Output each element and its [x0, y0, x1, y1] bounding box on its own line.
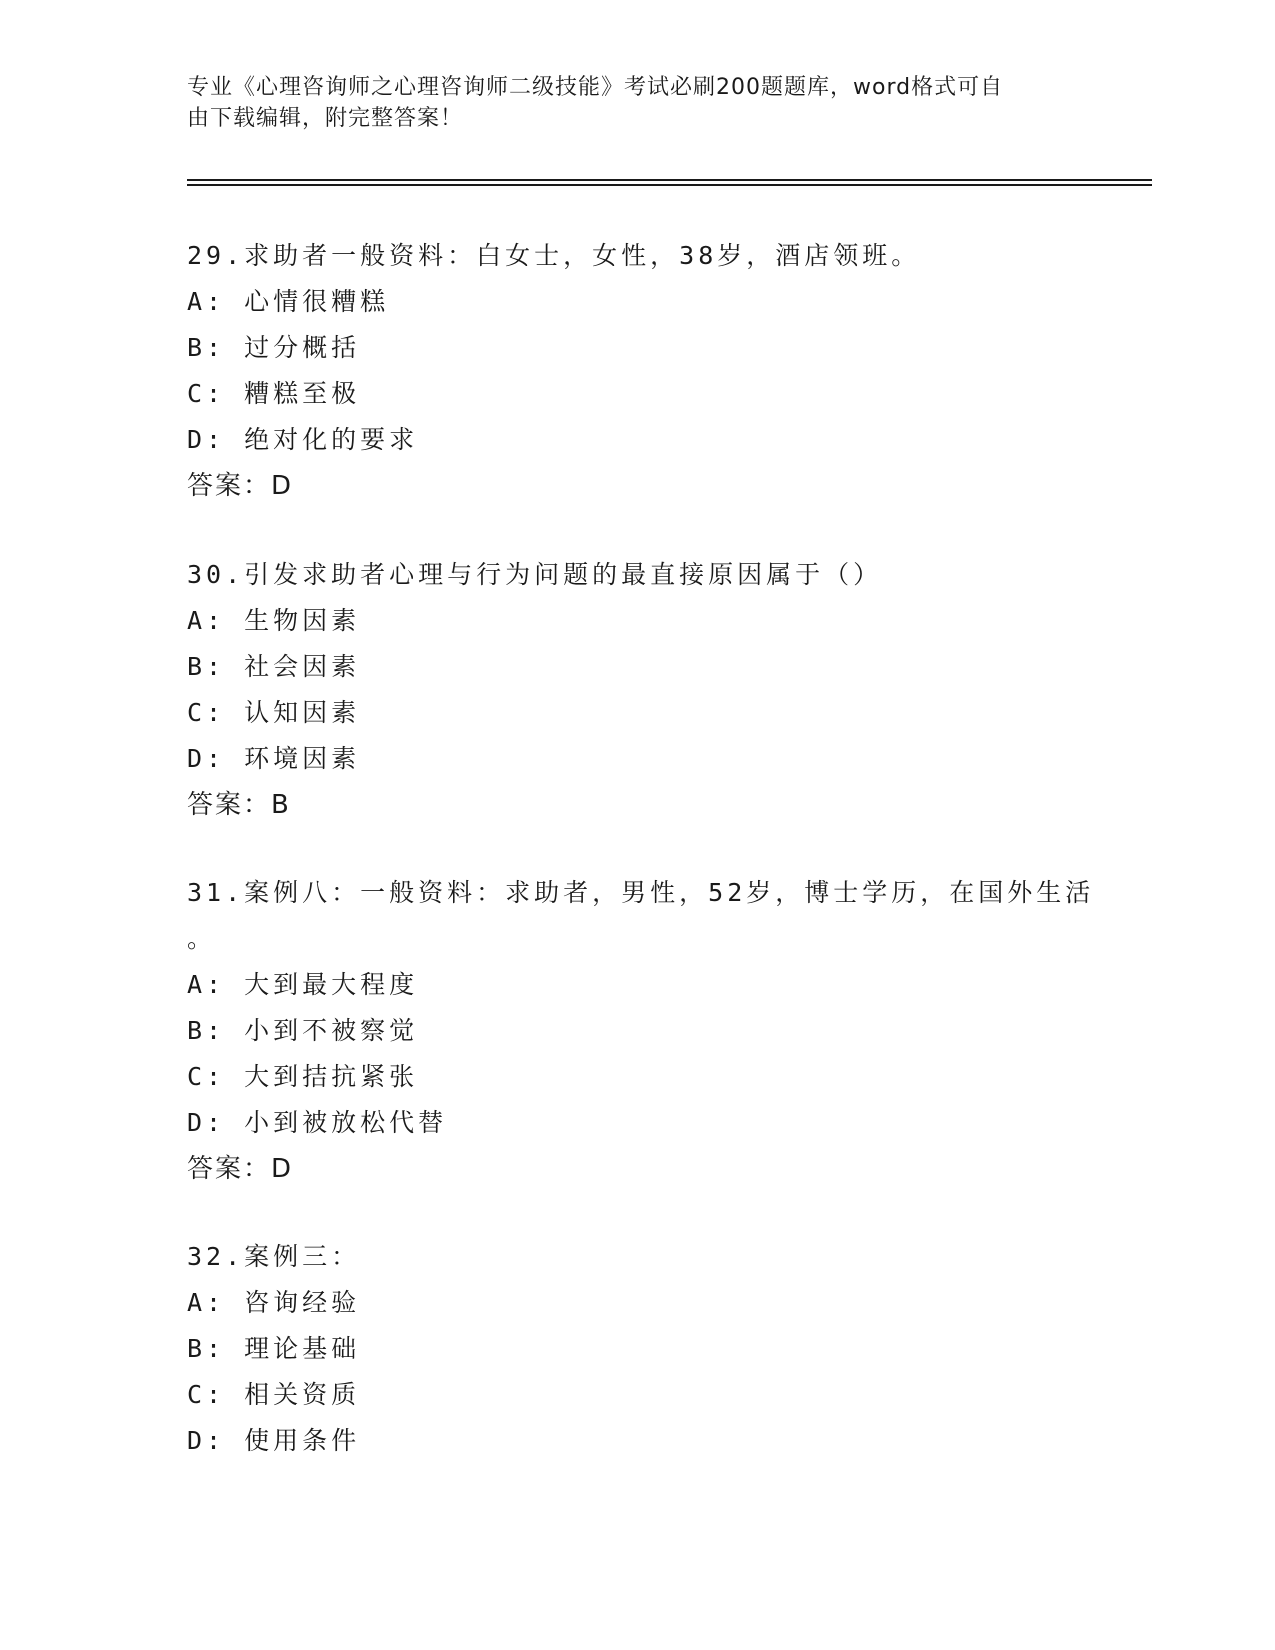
- question-stem: 29.求助者一般资料：白女士，女性，38岁，酒店领班。: [187, 241, 921, 270]
- answer: 答案：B: [187, 790, 291, 820]
- question-block: [187, 1234, 1087, 1464]
- header-divider-bottom: [187, 184, 1152, 186]
- option-a: A: 心情很糟糕: [187, 287, 390, 316]
- option-c: C: 相关资质: [187, 1380, 361, 1409]
- option-d: D: 小到被放松代替: [187, 1108, 448, 1137]
- option-a: A: 生物因素: [187, 606, 361, 635]
- question-block: [187, 870, 1095, 1192]
- answer: 答案：D: [187, 471, 294, 501]
- question-stem: 30.引发求助者心理与行为问题的最直接原因属于（）: [187, 560, 883, 589]
- option-c: C: 糟糕至极: [187, 379, 361, 408]
- answer: 答案：D: [187, 1154, 294, 1184]
- question-stem-continuation: 。: [187, 924, 217, 953]
- option-b: B: 社会因素: [187, 652, 361, 681]
- question-block: [187, 233, 1087, 509]
- option-d: D: 绝对化的要求: [187, 425, 419, 454]
- question-block: [187, 552, 1087, 828]
- option-a: A: 大到最大程度: [187, 970, 419, 999]
- document-header: [187, 72, 1067, 134]
- header-divider-top: [187, 179, 1152, 181]
- option-d: D: 环境因素: [187, 744, 361, 773]
- option-b: B: 理论基础: [187, 1334, 361, 1363]
- question-stem: 32.案例三：: [187, 1242, 361, 1271]
- option-b: B: 小到不被察觉: [187, 1016, 419, 1045]
- question-stem: 31.案例八：一般资料：求助者，男性，52岁，博士学历，在国外生活: [187, 878, 1095, 907]
- header-line-2: 由下载编辑，附完整答案！: [187, 106, 464, 131]
- option-a: A: 咨询经验: [187, 1288, 361, 1317]
- option-b: B: 过分概括: [187, 333, 361, 362]
- option-d: D: 使用条件: [187, 1426, 361, 1455]
- option-c: C: 认知因素: [187, 698, 361, 727]
- header-line-1: 专业《心理咨询师之心理咨询师二级技能》考试必刷200题题库，word格式可自: [187, 75, 1004, 100]
- option-c: C: 大到拮抗紧张: [187, 1062, 419, 1091]
